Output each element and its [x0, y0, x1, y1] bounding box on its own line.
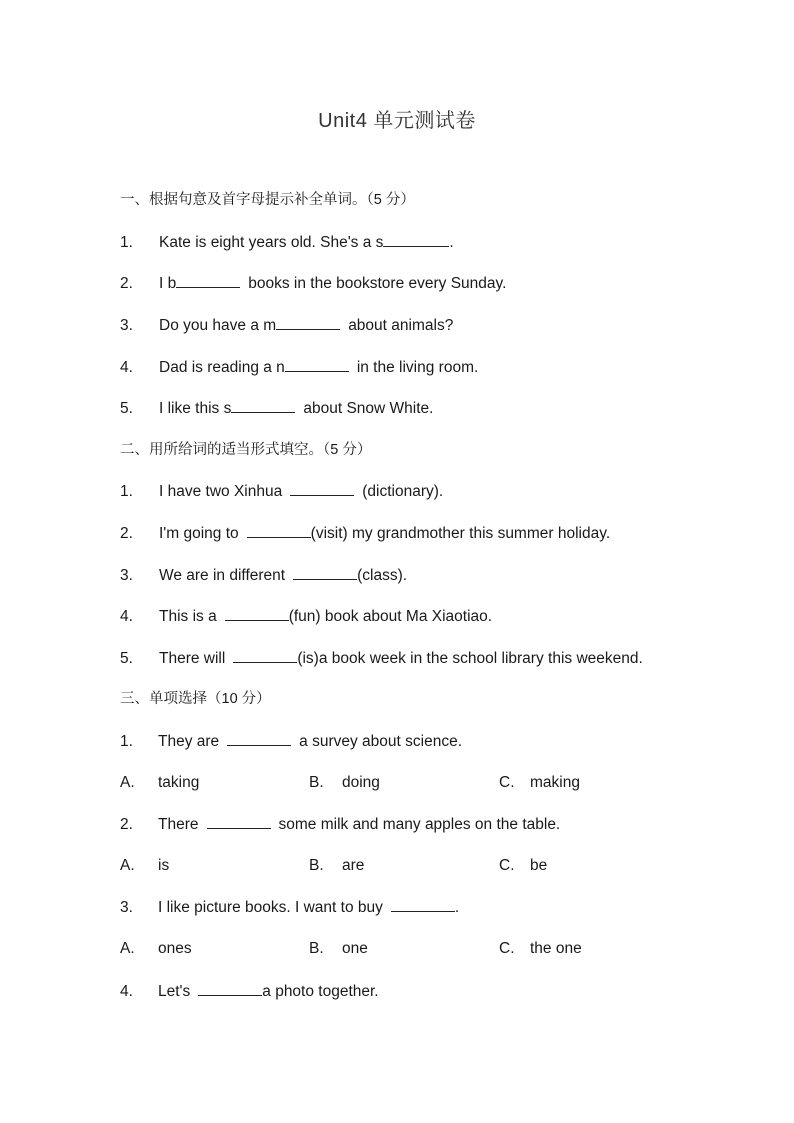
answer-blank[interactable] — [176, 273, 240, 288]
question-text-after: a photo together. — [262, 983, 379, 1000]
q3-option-c[interactable]: C. the one — [499, 940, 582, 957]
question-text-after: some milk and many apples on the table. — [278, 816, 561, 833]
s2-item-4 — [120, 606, 492, 627]
s2-item-5 — [120, 648, 643, 669]
item-text: This is a — [159, 608, 217, 625]
answer-blank[interactable] — [198, 981, 262, 996]
item-number: 4. — [120, 608, 133, 625]
item-text-after: (class). — [357, 567, 408, 584]
answer-blank[interactable] — [276, 315, 340, 330]
question-number: 2. — [120, 816, 133, 833]
question-text: I like picture books. I want to buy — [158, 899, 383, 916]
item-text-after: (visit) my grandmother this summer holiday. — [310, 525, 611, 542]
q1-option-c[interactable]: C. making — [499, 774, 580, 791]
item-text-after: (fun) book about Ma Xiaotiao. — [288, 608, 493, 625]
s1-item-5 — [120, 398, 433, 419]
item-number: 2. — [120, 525, 133, 542]
answer-blank[interactable] — [247, 523, 311, 538]
question-number: 4. — [120, 983, 133, 1000]
question-text-after: . — [454, 899, 460, 916]
item-number: 5. — [120, 650, 133, 667]
item-number: 3. — [120, 567, 133, 584]
item-text: Do you have a m — [159, 317, 277, 334]
s1-item-2 — [120, 273, 506, 294]
answer-blank[interactable] — [225, 606, 289, 621]
item-text-after: about animals? — [348, 317, 454, 334]
question-number: 1. — [120, 733, 133, 750]
item-text: Kate is eight years old. She's a s — [159, 234, 384, 251]
item-text: I'm going to — [159, 525, 239, 542]
item-number: 5. — [120, 400, 133, 417]
answer-blank[interactable] — [290, 481, 354, 496]
question-number: 3. — [120, 899, 133, 916]
item-number: 2. — [120, 275, 133, 292]
answer-blank[interactable] — [207, 814, 271, 829]
q1-option-a[interactable]: A. taking — [120, 774, 200, 791]
s2-item-2 — [120, 523, 610, 544]
item-text-after: books in the bookstore every Sunday. — [248, 275, 507, 292]
section-2-heading: 二、用所给词的适当形式填空。（5 分） — [120, 442, 372, 458]
s3-question-4 — [120, 981, 379, 1002]
item-text-after: about Snow White. — [303, 400, 434, 417]
q3-option-a[interactable]: A. ones — [120, 940, 192, 957]
s1-item-1 — [120, 232, 454, 253]
answer-blank[interactable] — [293, 565, 357, 580]
item-text-after: in the living room. — [356, 359, 479, 376]
s3-question-2 — [120, 814, 560, 835]
s3-question-3 — [120, 897, 459, 918]
q1-option-b[interactable]: B. doing — [309, 774, 380, 791]
answer-blank[interactable] — [231, 398, 295, 413]
question-text: They are — [158, 733, 220, 750]
s2-item-1 — [120, 481, 443, 502]
s1-item-4 — [120, 357, 478, 378]
item-text-after: (is)a book week in the school library this weekend. — [297, 650, 643, 667]
item-text-after: . — [449, 234, 454, 251]
page-title: Unit4 单元测试卷 — [318, 110, 476, 132]
s2-item-3 — [120, 565, 407, 586]
item-text: There will — [159, 650, 226, 667]
item-number: 3. — [120, 317, 133, 334]
question-text: Let's — [158, 983, 191, 1000]
answer-blank[interactable] — [227, 731, 291, 746]
section-3-heading: 三、单项选择（10 分） — [120, 691, 271, 707]
q2-option-a[interactable]: A. is — [120, 857, 170, 874]
item-text: Dad is reading a n — [159, 359, 285, 376]
answer-blank[interactable] — [383, 232, 449, 247]
item-number: 1. — [120, 234, 133, 251]
answer-blank[interactable] — [285, 357, 349, 372]
s1-item-3 — [120, 315, 453, 336]
item-number: 1. — [120, 483, 133, 500]
question-text-after: a survey about science. — [299, 733, 463, 750]
item-text: We are in different — [159, 567, 286, 584]
q2-option-b[interactable]: B. are — [309, 857, 365, 874]
q2-option-c[interactable]: C. be — [499, 857, 548, 874]
question-text: There — [158, 816, 199, 833]
item-text: I b — [159, 275, 177, 292]
s3-question-1 — [120, 731, 462, 752]
item-text-after: (dictionary). — [362, 483, 444, 500]
answer-blank[interactable] — [233, 648, 297, 663]
answer-blank[interactable] — [391, 897, 455, 912]
item-number: 4. — [120, 359, 133, 376]
section-1-heading: 一、根据句意及首字母提示补全单词。（5 分） — [120, 192, 415, 208]
item-text: I have two Xinhua — [159, 483, 283, 500]
q3-option-b[interactable]: B. one — [309, 940, 368, 957]
item-text: I like this s — [159, 400, 232, 417]
